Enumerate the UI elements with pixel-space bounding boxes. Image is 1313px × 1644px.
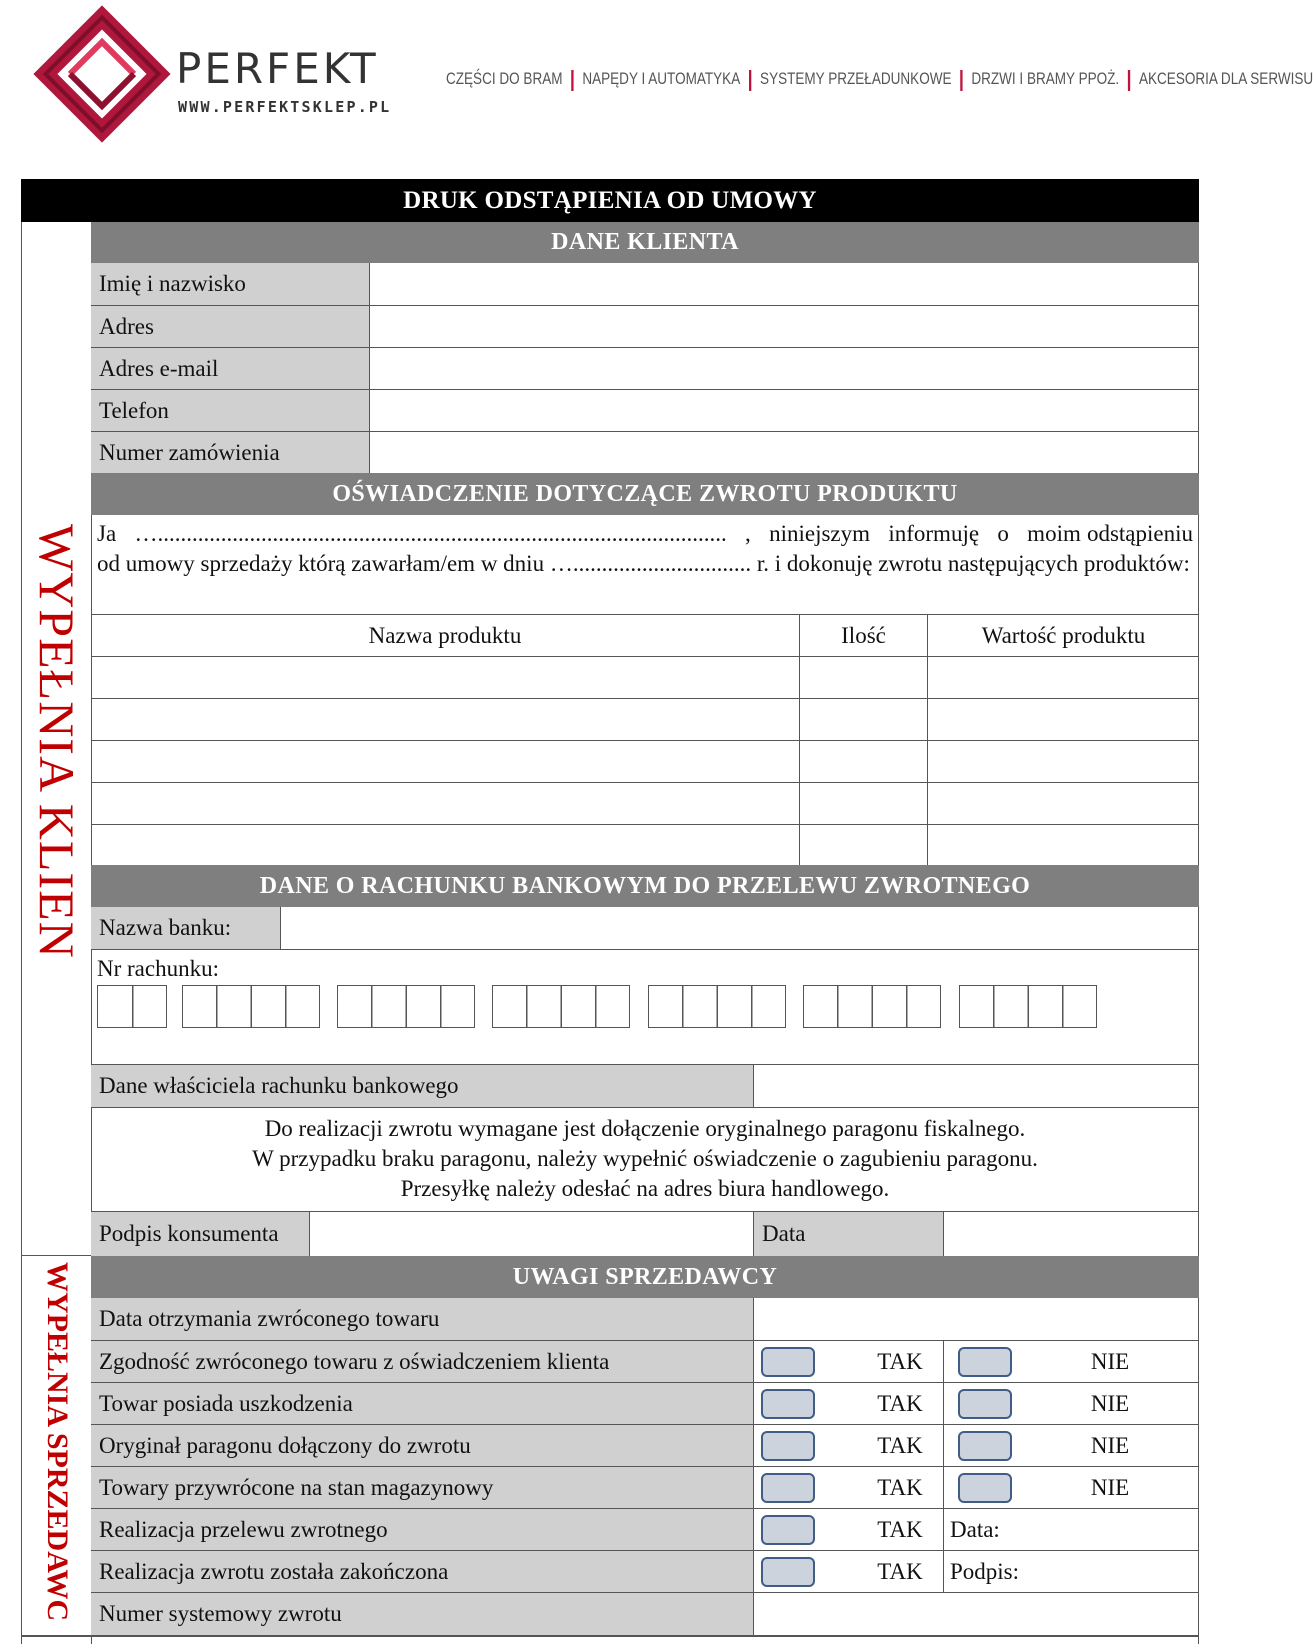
order-number-input[interactable]: [370, 432, 1199, 473]
date-label: Data: [754, 1212, 944, 1256]
col-header-qty: Ilość: [841, 622, 886, 648]
product-row[interactable]: [91, 741, 799, 782]
product-row[interactable]: [91, 657, 799, 698]
yes-checkbox[interactable]: [761, 1515, 815, 1545]
account-digit-group[interactable]: [648, 985, 786, 1028]
receipt-notice: Do realizacji zwrotu wymagane jest dołączenie oryginalnego paragonu fiskalnego. W przypadku braku paragonu, należy wypełnić oświadczenie o zagubieniu paragonu. Przesyłkę należy odesłać na adres biura handlowego.: [252, 1116, 1038, 1201]
account-owner-label: Dane właściciela rachunku bankowego: [91, 1065, 754, 1107]
no-checkbox[interactable]: [958, 1347, 1012, 1377]
seller-section-title: UWAGI SPRZEDAWCY: [91, 1256, 1199, 1298]
bank-name-input[interactable]: [281, 907, 1199, 949]
account-digit-group[interactable]: [959, 985, 1097, 1028]
date-input[interactable]: [944, 1212, 1199, 1256]
account-number-boxes[interactable]: [97, 985, 1097, 1029]
email-input[interactable]: [370, 348, 1199, 389]
col-header-product: Nazwa produktu: [368, 622, 522, 648]
yes-checkbox[interactable]: [761, 1431, 815, 1461]
check-row-label: Towar posiada uszkodzenia: [91, 1383, 754, 1424]
yes-checkbox[interactable]: [761, 1557, 815, 1587]
nav-item-service-accessories[interactable]: AKCESORIA DLA SERWISU: [1138, 69, 1313, 88]
side-label-client: WYPEŁNIA KLIEN: [29, 523, 85, 959]
account-digit-group[interactable]: [337, 985, 475, 1028]
yes-label: TAK: [877, 1474, 923, 1500]
perfekt-logo: [40, 12, 164, 136]
field-label-phone: Telefon: [91, 390, 370, 431]
nav-item-fire-doors[interactable]: DRZWI I BRAMY PPOŻ.: [971, 69, 1120, 88]
no-checkbox[interactable]: [958, 1431, 1012, 1461]
name-input[interactable]: [370, 263, 1199, 305]
check-row-label: Zgodność zwróconego towaru z oświadczeniem klienta: [91, 1341, 754, 1382]
field-label-order-number: Numer zamówienia: [91, 432, 370, 473]
account-owner-input[interactable]: [754, 1065, 1199, 1107]
nav-separator: |: [958, 66, 964, 91]
system-number-label: Numer systemowy zwrotu: [91, 1593, 754, 1635]
signature-label: Podpis konsumenta: [91, 1212, 310, 1256]
brand-url[interactable]: WWW.PERFEKTSKLEP.PL: [178, 98, 392, 116]
check-row-label: Realizacja przelewu zwrotnego: [91, 1509, 754, 1550]
received-date-input[interactable]: [754, 1298, 1199, 1340]
nav-separator: |: [747, 66, 753, 91]
no-checkbox[interactable]: [958, 1389, 1012, 1419]
received-date-label: Data otrzymania zwróconego towaru: [91, 1298, 754, 1340]
no-checkbox[interactable]: [958, 1473, 1012, 1503]
field-label-name: Imię i nazwisko: [91, 263, 370, 305]
account-digit-group[interactable]: [803, 985, 941, 1028]
system-number-input[interactable]: [754, 1593, 1199, 1635]
nav-item-gate-parts[interactable]: CZĘŚCI DO BRAM: [446, 69, 563, 88]
no-label: NIE: [1090, 1348, 1130, 1374]
yes-label: TAK: [877, 1558, 923, 1584]
bank-section-title: DANE O RACHUNKU BANKOWYM DO PRZELEWU ZWROTNEGO: [91, 865, 1199, 907]
product-row[interactable]: [91, 783, 799, 824]
address-input[interactable]: [370, 306, 1199, 347]
side-label-seller: WYPEŁNIA SPRZEDAWC: [41, 1262, 74, 1622]
yes-label: TAK: [877, 1516, 923, 1542]
account-digit-group[interactable]: [182, 985, 320, 1028]
product-row[interactable]: [91, 699, 799, 740]
transfer-date-label: Data:: [950, 1516, 1000, 1542]
account-digit-group[interactable]: [97, 985, 167, 1028]
phone-input[interactable]: [370, 390, 1199, 431]
nav-separator: |: [1126, 66, 1132, 91]
yes-checkbox[interactable]: [761, 1473, 815, 1503]
yes-checkbox[interactable]: [761, 1347, 815, 1377]
no-label: NIE: [1090, 1390, 1130, 1416]
account-digit-group[interactable]: [492, 985, 630, 1028]
yes-label: TAK: [877, 1390, 923, 1416]
statement-text: Ja …................................................................................................... , niniejszym informuję o moim odstąpieniu od umowy sprzedaży którą zawarłam/em w dniu …............................... r. i dokonuję zwrotu następujących produktów:: [97, 521, 1199, 576]
yes-checkbox[interactable]: [761, 1389, 815, 1419]
check-row-label: Towary przywrócone na stan magazynowy: [91, 1467, 754, 1508]
yes-label: TAK: [877, 1348, 923, 1374]
client-section-title: DANE KLIENTA: [91, 222, 1199, 263]
nav-separator: |: [569, 66, 575, 91]
bank-name-label: Nazwa banku:: [91, 907, 281, 949]
brand-name: PERFEKT: [176, 44, 379, 93]
account-number-label: Nr rachunku:: [97, 956, 219, 981]
signature-input[interactable]: [310, 1212, 754, 1256]
yes-label: TAK: [877, 1432, 923, 1458]
check-row-label: Oryginał paragonu dołączony do zwrotu: [91, 1425, 754, 1466]
statement-section-title: OŚWIADCZENIE DOTYCZĄCE ZWROTU PRODUKTU: [91, 473, 1199, 515]
no-label: NIE: [1090, 1432, 1130, 1458]
no-label: NIE: [1090, 1474, 1130, 1500]
completion-signature-label: Podpis:: [950, 1558, 1020, 1584]
category-nav: [446, 64, 1313, 94]
form-title: DRUK ODSTĄPIENIA OD UMOWY: [21, 179, 1199, 222]
nav-item-drives[interactable]: NAPĘDY I AUTOMATYKA: [582, 69, 741, 88]
field-label-email: Adres e-mail: [91, 348, 370, 389]
field-label-address: Adres: [91, 306, 370, 347]
nav-item-loading-systems[interactable]: SYSTEMY PRZEŁADUNKOWE: [760, 69, 952, 88]
check-row-label: Realizacja zwrotu została zakończona: [91, 1551, 754, 1592]
product-row[interactable]: [91, 825, 799, 865]
col-header-value: Wartość produktu: [981, 622, 1146, 648]
